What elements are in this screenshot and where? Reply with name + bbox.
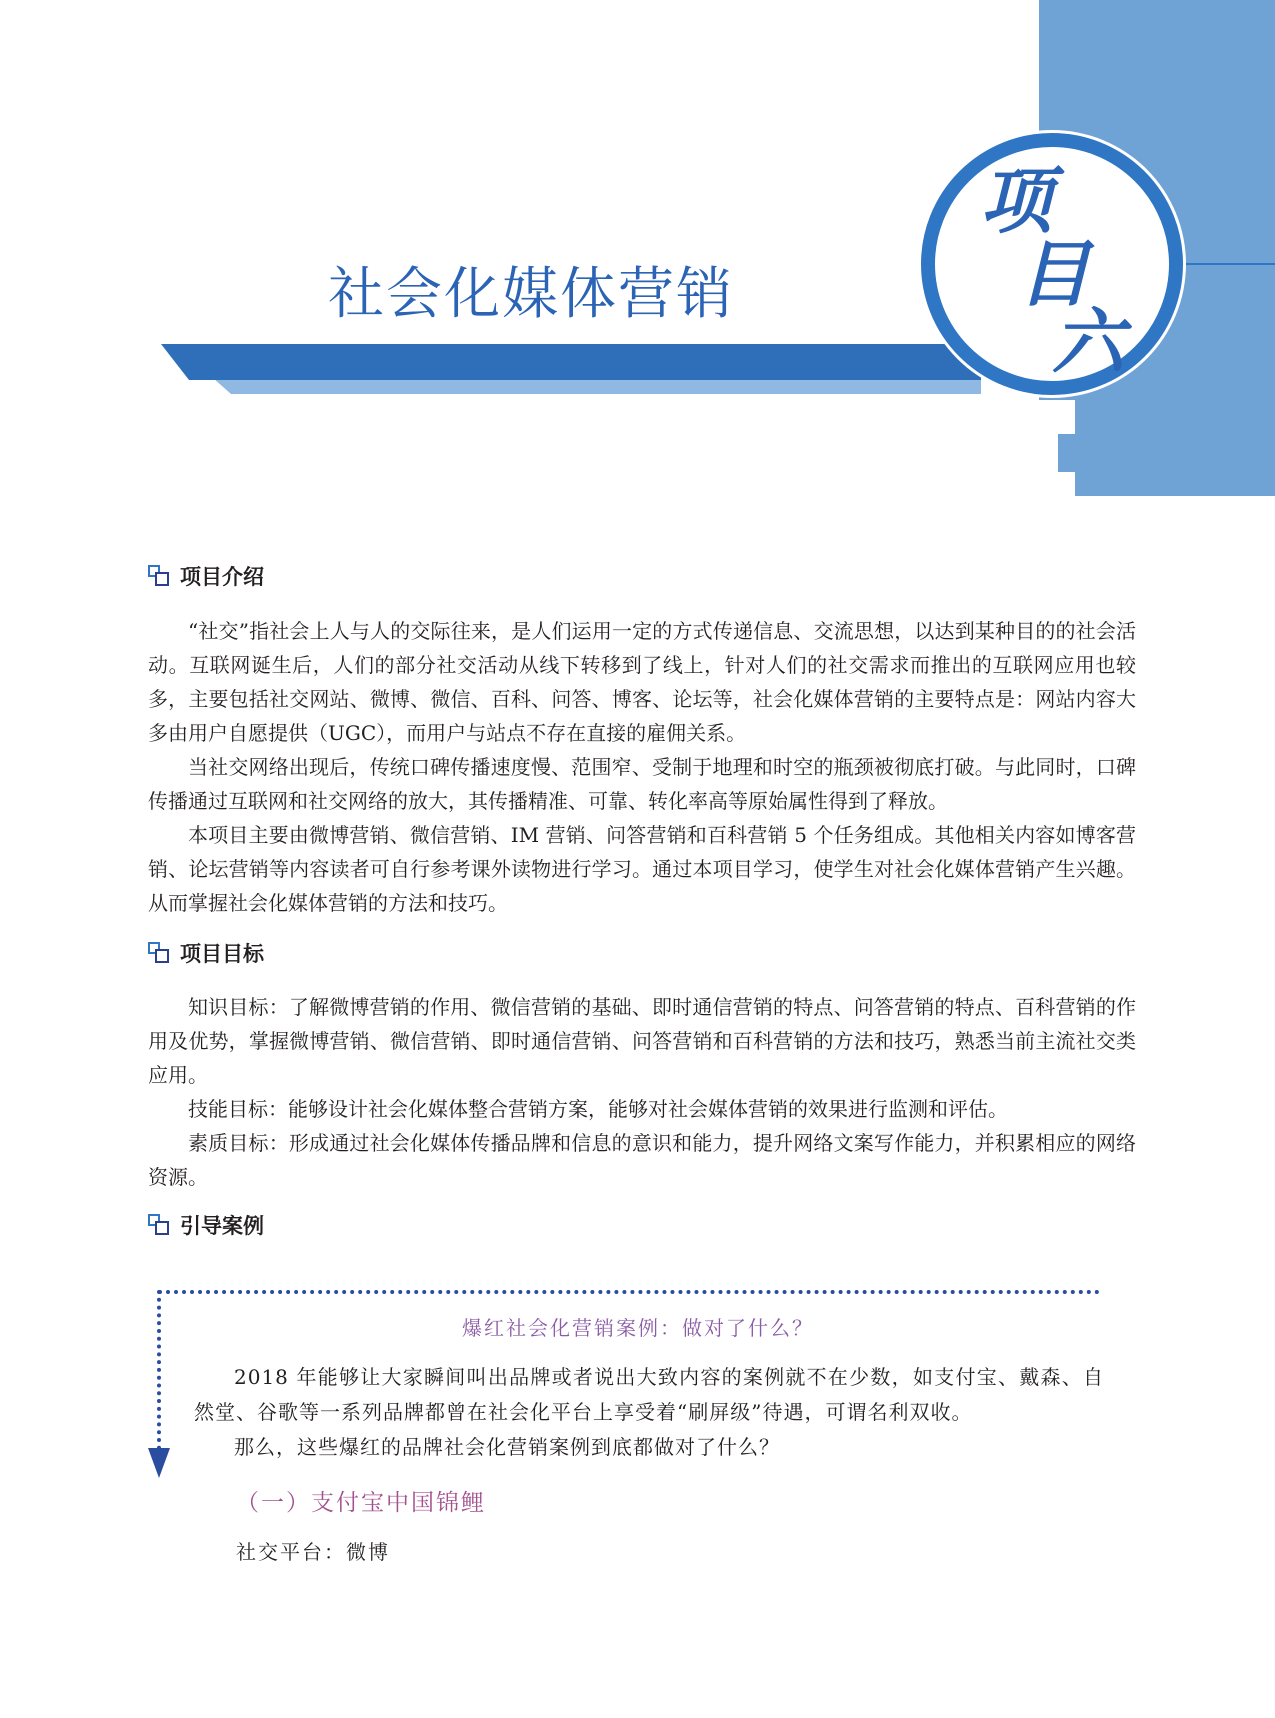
section-title: 项目介绍: [180, 565, 264, 589]
project-badge-char: 六: [1052, 300, 1125, 384]
title-band-dark: [161, 344, 981, 380]
case-platform: 社交平台：微博: [236, 1540, 390, 1564]
header-step-cutout: [1039, 400, 1075, 434]
header-step-cutout: [1039, 434, 1058, 496]
project-badge-char: 项: [980, 159, 1053, 243]
case-title: 爆红社会化营销案例：做对了什么？: [462, 1316, 814, 1340]
intro-paragraph: “社交”指社会上人与人的交际往来，是人们运用一定的方式传递信息、交流思想，以达到某种目的的社会活动。互联网诞生后，人们的部分社交活动从线下转移到了线上，针对人们的社交需求而推出的互联网应用也较多，主要包括社交网站、微博、微信、百科、问答、博客、论坛等，社会化媒体营销的主要特点是：网站内容大多由用户自愿提供（UGC），而用户与站点不存在直接的雇佣关系。: [148, 619, 1136, 745]
project-badge-char: 目: [1018, 232, 1091, 316]
goal-paragraph: 知识目标：了解微博营销的作用、微信营销的基础、即时通信营销的特点、问答营销的特点、百科营销的作用及优势，掌握微博营销、微信营销、即时通信营销、问答营销和百科营销的方法和技巧，熟悉当前主流社交类应用。: [148, 995, 1136, 1087]
page-title: 社会化媒体营销: [328, 262, 734, 327]
case-subheading: （一）支付宝中国锦鲤: [236, 1490, 486, 1516]
goal-paragraph: 技能目标：能够设计社会化媒体整合营销方案，能够对社会媒体营销的效果进行监测和评估。: [188, 1097, 1008, 1121]
arrow-down-icon: [148, 1448, 170, 1478]
case-box-dotted-border: [157, 1290, 161, 1450]
section-heading-case: [148, 1210, 264, 1240]
section-bullet-icon: [148, 565, 170, 587]
section-heading-intro: [148, 561, 264, 591]
header-square-decoration: [1058, 452, 1078, 472]
goal-paragraph: 素质目标：形成通过社会化媒体传播品牌和信息的意识和能力，提升网络文案写作能力，并积累相应的网络资源。: [148, 1131, 1136, 1189]
intro-paragraph: 本项目主要由微博营销、微信营销、IM 营销、问答营销和百科营销 5 个任务组成。其他相关内容如博客营销、论坛营销等内容读者可自行参考课外读物进行学习。通过本项目学习，使学生对社会化媒体营销产生兴趣。从而掌握社会化媒体营销的方法和技巧。: [148, 823, 1136, 915]
section-title: 引导案例: [180, 1214, 264, 1238]
section-bullet-icon: [148, 942, 170, 964]
intro-paragraph: 当社交网络出现后，传统口碑传播速度慢、范围窄、受制于地理和时空的瓶颈被彻底打破。与此同时，口碑传播通过互联网和社交网络的放大，其传播精准、可靠、转化率高等原始属性得到了释放。: [148, 755, 1136, 813]
case-paragraph: 那么，这些爆红的品牌社会化营销案例到底都做对了什么？: [234, 1435, 780, 1459]
case-box-dotted-border: [158, 1290, 1100, 1294]
section-heading-goals: [148, 938, 264, 968]
case-paragraph: 2018 年能够让大家瞬间叫出品牌或者说出大致内容的案例就不在少数，如支付宝、戴森、自然堂、谷歌等一系列品牌都曾在社会化平台上享受着“刷屏级”待遇，可谓名利双收。: [194, 1365, 1104, 1424]
section-bullet-icon: [148, 1214, 170, 1236]
section-title: 项目目标: [180, 942, 264, 966]
